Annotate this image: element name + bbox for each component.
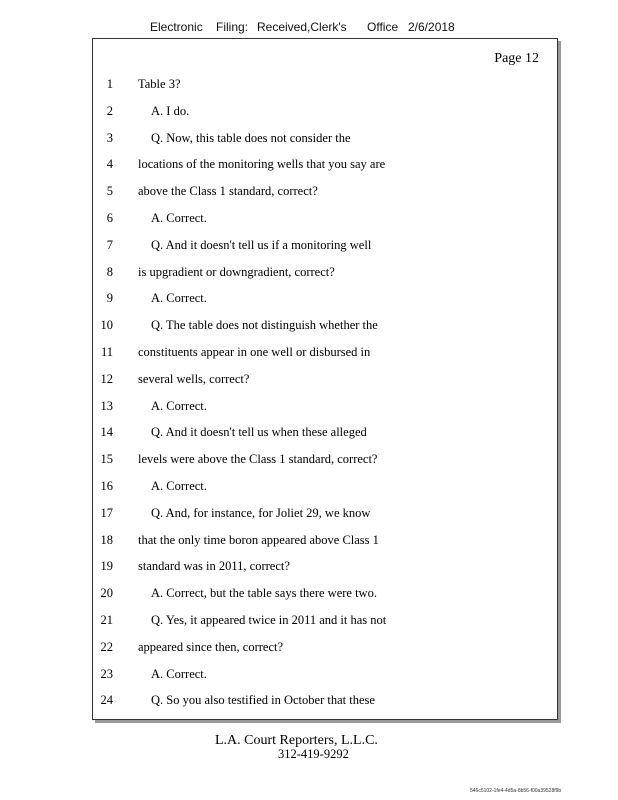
court-reporter-phone: 312-419-9292 [278, 747, 349, 761]
transcript-line [93, 396, 557, 416]
line-text: constituents appear in one well or disbursed in [138, 345, 371, 359]
line-text: that the only time boron appeared above Class 1 [138, 532, 379, 547]
transcript-line [93, 181, 557, 201]
line-number: 22 [100, 639, 113, 654]
line-number: 3 [106, 130, 113, 145]
line-number: 16 [100, 479, 113, 493]
transcript-line [93, 690, 557, 710]
line-number: 23 [100, 666, 113, 681]
transcript-line [93, 476, 557, 496]
line-number: 8 [106, 264, 113, 279]
transcript-page [92, 38, 558, 720]
transcript-line [93, 262, 557, 282]
line-number: 21 [100, 613, 113, 627]
line-number: 6 [106, 211, 113, 225]
line-number: 2 [106, 103, 113, 118]
line-text: Q. So you also testified in October that these [151, 693, 375, 708]
filing-stamp-word-received-clerks: Received,Clerk's [257, 20, 347, 34]
transcript-line [93, 288, 557, 308]
line-text: A. Correct. [151, 398, 207, 413]
line-number: 18 [100, 532, 113, 547]
transcript-line [93, 74, 557, 94]
line-number: 12 [100, 371, 113, 386]
filing-stamp-word-filing: Filing: [216, 20, 249, 34]
line-text: levels were above the Class 1 standard, correct? [138, 452, 378, 467]
filing-stamp-word-electronic: Electronic [150, 20, 203, 34]
court-reporter-company: L.A. Court Reporters, L.L.C. [215, 733, 378, 748]
line-text: Q. Now, this table does not consider the [151, 130, 351, 145]
transcript-line [93, 530, 557, 550]
line-number: 9 [106, 291, 113, 306]
line-number: 7 [106, 237, 113, 252]
transcript-line [93, 556, 557, 576]
line-number: 10 [100, 318, 113, 333]
line-text: Q. And it doesn't tell us if a monitoring well [151, 237, 372, 252]
line-text: A. Correct, but the table says there were two. [151, 586, 377, 601]
line-number: 24 [100, 693, 113, 708]
line-number: 5 [106, 184, 113, 199]
transcript-line [93, 610, 557, 630]
line-text: A. Correct. [151, 666, 207, 681]
transcript-line [93, 154, 557, 174]
line-text: Table 3? [138, 77, 181, 91]
line-number: 14 [100, 425, 113, 440]
transcript-line [93, 637, 557, 657]
line-text: appeared since then, correct? [138, 639, 284, 654]
transcript-line [93, 315, 557, 335]
transcript-line [93, 664, 557, 684]
line-text: Q. And it doesn't tell us when these alleged [151, 425, 367, 440]
line-text: A. I do. [151, 103, 190, 118]
transcript-line [93, 342, 557, 362]
line-text: several wells, correct? [138, 371, 250, 386]
line-number: 20 [100, 586, 113, 601]
line-text: Q. The table does not distinguish whether the [151, 318, 378, 333]
filing-stamp-header [0, 20, 618, 36]
page-number: Page 12 [494, 51, 539, 66]
transcript-line [93, 503, 557, 523]
document-id: 546c5102-1fe4-4d5a-8b56-f00a39528f9b [470, 788, 562, 794]
filing-stamp-date: 2/6/2018 [408, 20, 455, 34]
line-text: A. Correct. [151, 291, 207, 306]
transcript-line [93, 208, 557, 228]
line-text: above the Class 1 standard, correct? [138, 184, 318, 199]
transcript-line [93, 369, 557, 389]
line-text: standard was in 2011, correct? [138, 559, 290, 574]
line-text: Q. And, for instance, for Joliet 29, we know [151, 505, 371, 520]
filing-stamp-word-office: Office [367, 20, 399, 34]
line-number: 11 [100, 345, 113, 359]
line-text: locations of the monitoring wells that you say are [138, 157, 386, 172]
line-number: 13 [100, 398, 113, 413]
transcript-line [93, 422, 557, 442]
line-text: Q. Yes, it appeared twice in 2011 and it has not [151, 613, 387, 627]
transcript-line [93, 235, 557, 255]
line-number: 19 [100, 559, 113, 574]
transcript-line [93, 128, 557, 148]
line-text: A. Correct. [151, 211, 207, 225]
transcript-line [93, 101, 557, 121]
line-text: is upgradient or downgradient, correct? [138, 264, 335, 279]
transcript-line [93, 583, 557, 603]
line-text: A. Correct. [151, 479, 207, 493]
line-number: 4 [106, 157, 113, 172]
line-number: 17 [100, 505, 113, 520]
line-number: 15 [100, 452, 113, 467]
line-number: 1 [106, 77, 113, 91]
transcript-line [93, 449, 557, 469]
